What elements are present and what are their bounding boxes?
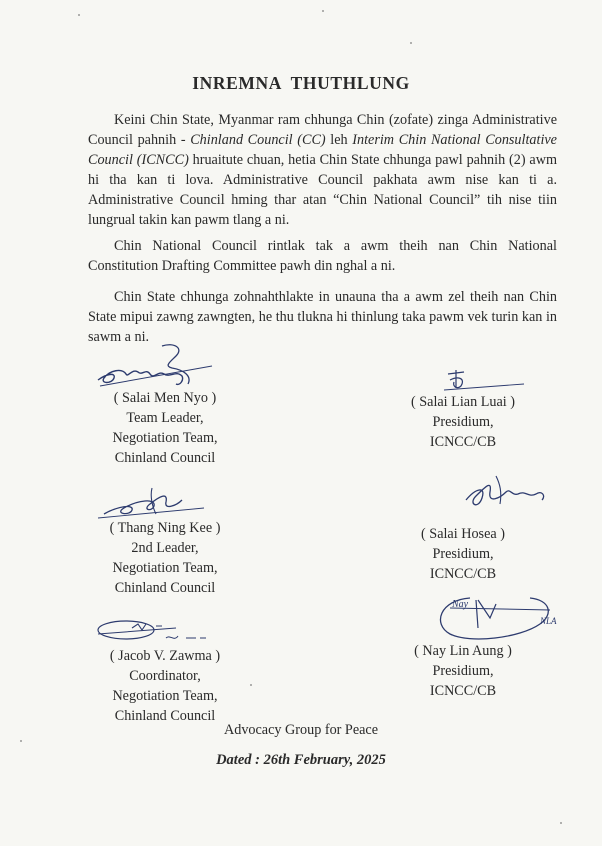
signatory-org: ICNCC/CB (429, 683, 497, 699)
scan-speck (250, 684, 252, 686)
paragraph-1-text-c: hruaitute chuan, hetia Chin State chhunga pawl pahnih (2) awm hi tha kan ti lova. Administrative Council pakhata awm nise kan ti a. Administrative Council hming thar atan “Chin National Council” tih nise tiin lungrual takin kan pawm tlang a ni. (88, 152, 557, 228)
document-title: INREMNA THUTHLUNG (192, 73, 410, 93)
paragraph-1-italic-icncc: Interim Chin National Consultative Council (ICNCC) (88, 132, 557, 168)
scan-speck (322, 10, 324, 12)
signatory-left-1 (70, 388, 260, 468)
signature-text-nla: NLA (540, 616, 557, 626)
signatory-team: Negotiation Team, (112, 560, 218, 576)
signatory-org: Chinland Council (114, 580, 216, 596)
scan-speck (410, 42, 412, 44)
signatory-org: ICNCC/CB (429, 434, 497, 450)
signature-jacob-v-zawma (96, 612, 216, 648)
signatory-name: ( Salai Hosea ) (421, 526, 505, 542)
paragraph-2: Chin National Council rintlak tak a awm theih nan Chin National Constitution Drafting Committee pawh din nghal a ni. (88, 238, 557, 274)
paragraph-1-text-b: leh (325, 132, 353, 148)
signatory-role: 2nd Leader, (131, 540, 199, 556)
signatory-team: Negotiation Team, (112, 430, 218, 446)
paragraph-1 (88, 110, 557, 230)
signatory-role: Coordinator, (129, 668, 201, 684)
signatory-org: Chinland Council (114, 450, 216, 466)
signatory-name: ( Jacob V. Zawma ) (109, 648, 221, 664)
signatory-role: Team Leader, (126, 410, 204, 426)
signatory-left-3 (70, 646, 260, 726)
paragraph-1-italic-cc: Chinland Council (CC) (190, 132, 326, 148)
scan-speck (20, 740, 22, 742)
signatory-name: ( Salai Lian Luai ) (410, 394, 515, 410)
signature-salai-hosea (456, 470, 556, 518)
signatory-name: ( Salai Men Nyo ) (113, 390, 217, 406)
paragraph-3: Chin State chhunga zohnahthlakte in unauna tha a awm zel theih nan Chin State mipui zawng zawngten, he thu tlukna hi thinlung taka pawm vek turin kan in sawm a ni. (88, 289, 557, 345)
signatory-name: ( Thang Ning Kee ) (109, 520, 221, 536)
footer-date: Dated : 26th February, 2025 (216, 752, 386, 768)
footer-organization: Advocacy Group for Peace (223, 722, 379, 738)
scan-speck (78, 14, 80, 16)
scan-speck (560, 822, 562, 824)
signatory-role: Presidium, (432, 414, 494, 430)
signatory-org: ICNCC/CB (429, 566, 497, 582)
signatory-role: Presidium, (432, 546, 494, 562)
signatory-right-1 (388, 392, 538, 452)
signature-text-nay: Nay (452, 599, 469, 610)
signatory-role: Presidium, (432, 663, 494, 679)
paragraph-1-text-a: Keini Chin State, Myanmar ram chhunga Chin (zofate) zinga Administrative Council pahnih - (88, 112, 557, 148)
signatory-right-2 (388, 524, 538, 584)
signatory-left-2 (70, 518, 260, 598)
signatory-org: Chinland Council (114, 708, 216, 724)
signatory-right-3 (388, 641, 538, 701)
signatory-name: ( Nay Lin Aung ) (414, 643, 512, 659)
signature-nay-lin-aung (430, 594, 570, 644)
signatory-team: Negotiation Team, (112, 688, 218, 704)
